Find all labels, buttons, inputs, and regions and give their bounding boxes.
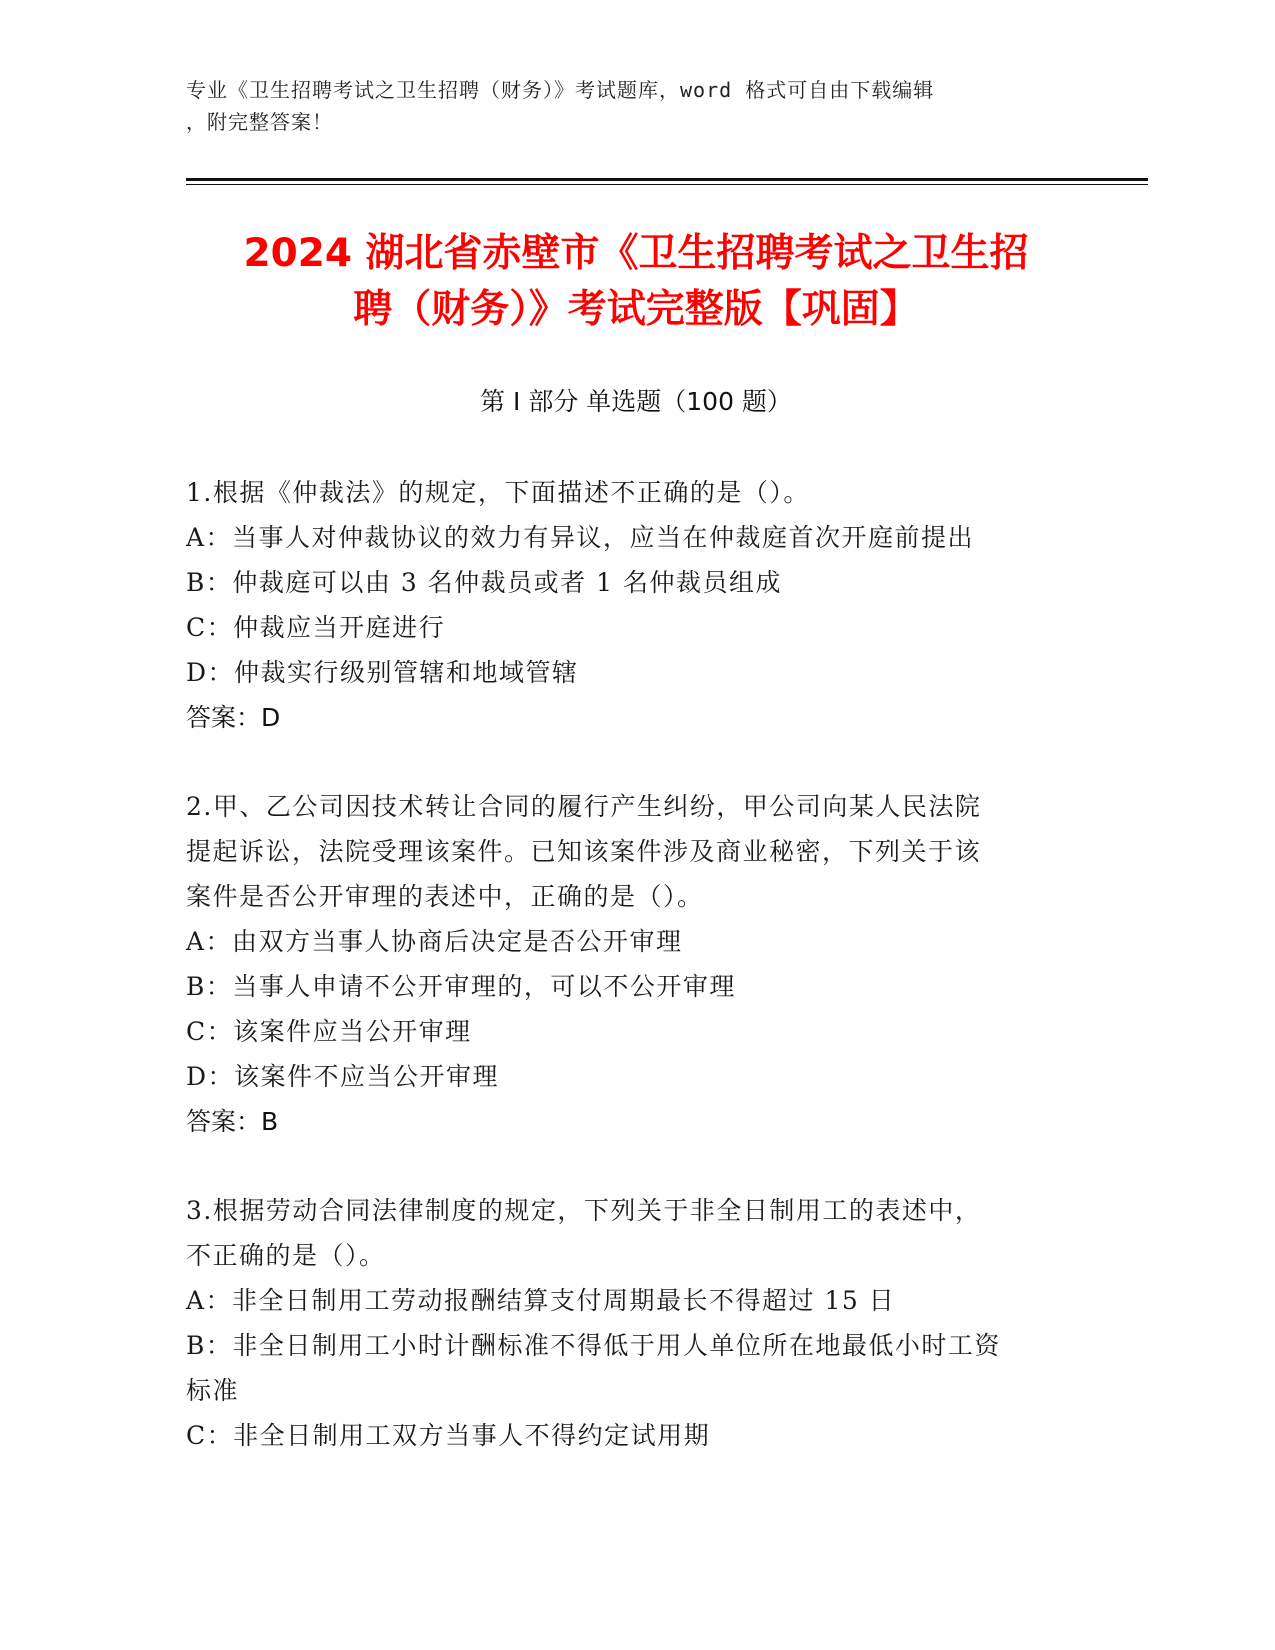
answer-label: 答案：B [186, 1107, 279, 1136]
header-rule-thick [186, 178, 1148, 181]
option-b-continuation: 标准 [186, 1376, 240, 1405]
option-c: C：该案件应当公开审理 [186, 1017, 472, 1046]
answer-label: 答案：D [186, 703, 281, 732]
option-d: D：该案件不应当公开审理 [186, 1062, 500, 1091]
option-d: D：仲裁实行级别管辖和地域管辖 [186, 658, 579, 687]
option-b: B：当事人申请不公开审理的，可以不公开审理 [186, 972, 736, 1001]
option-a: A：非全日制用工劳动报酬结算支付周期最长不得超过 15 日 [186, 1286, 896, 1315]
option-a: A：当事人对仲裁协议的效力有异议，应当在仲裁庭首次开庭前提出 [186, 523, 975, 552]
header-rule-thin [186, 184, 1148, 185]
header-note [186, 74, 1066, 138]
question-stem-line: 2.甲、乙公司因技术转让合同的履行产生纠纷，甲公司向某人民法院 [186, 792, 982, 821]
option-c: C：非全日制用工双方当事人不得约定试用期 [186, 1421, 711, 1450]
document-title [186, 226, 1086, 338]
question-stem-line: 提起诉讼，法院受理该案件。已知该案件涉及商业秘密，下列关于该 [186, 837, 982, 866]
question-1 [186, 470, 1066, 740]
question-list [186, 470, 1066, 1502]
option-c: C：仲裁应当开庭进行 [186, 613, 446, 642]
question-stem-line: 案件是否公开审理的表述中，正确的是（）。 [186, 882, 704, 911]
option-a: A：由双方当事人协商后决定是否公开审理 [186, 927, 683, 956]
header-note-line-1: 专业《卫生招聘考试之卫生招聘（财务）》考试题库，word 格式可自由下载编辑 [186, 78, 935, 102]
document-title-line-2: 聘（财务）》考试完整版【巩固】 [353, 287, 919, 332]
option-b: B：仲裁庭可以由 3 名仲裁员或者 1 名仲裁员组成 [186, 568, 782, 597]
document-title-line-1: 2024 湖北省赤壁市《卫生招聘考试之卫生招 [243, 231, 1029, 276]
question-2 [186, 784, 1066, 1144]
question-stem-line: 1.根据《仲裁法》的规定，下面描述不正确的是（）。 [186, 478, 810, 507]
option-b: B：非全日制用工小时计酬标准不得低于用人单位所在地最低小时工资 [186, 1331, 1001, 1360]
question-stem-line: 不正确的是（）。 [186, 1241, 386, 1270]
header-note-line-2: ，附完整答案！ [186, 110, 333, 134]
section-heading: 第 I 部分 单选题（100 题） [480, 387, 792, 416]
question-3 [186, 1188, 1066, 1458]
question-stem-line: 3.根据劳动合同法律制度的规定，下列关于非全日制用工的表述中， [186, 1196, 982, 1225]
